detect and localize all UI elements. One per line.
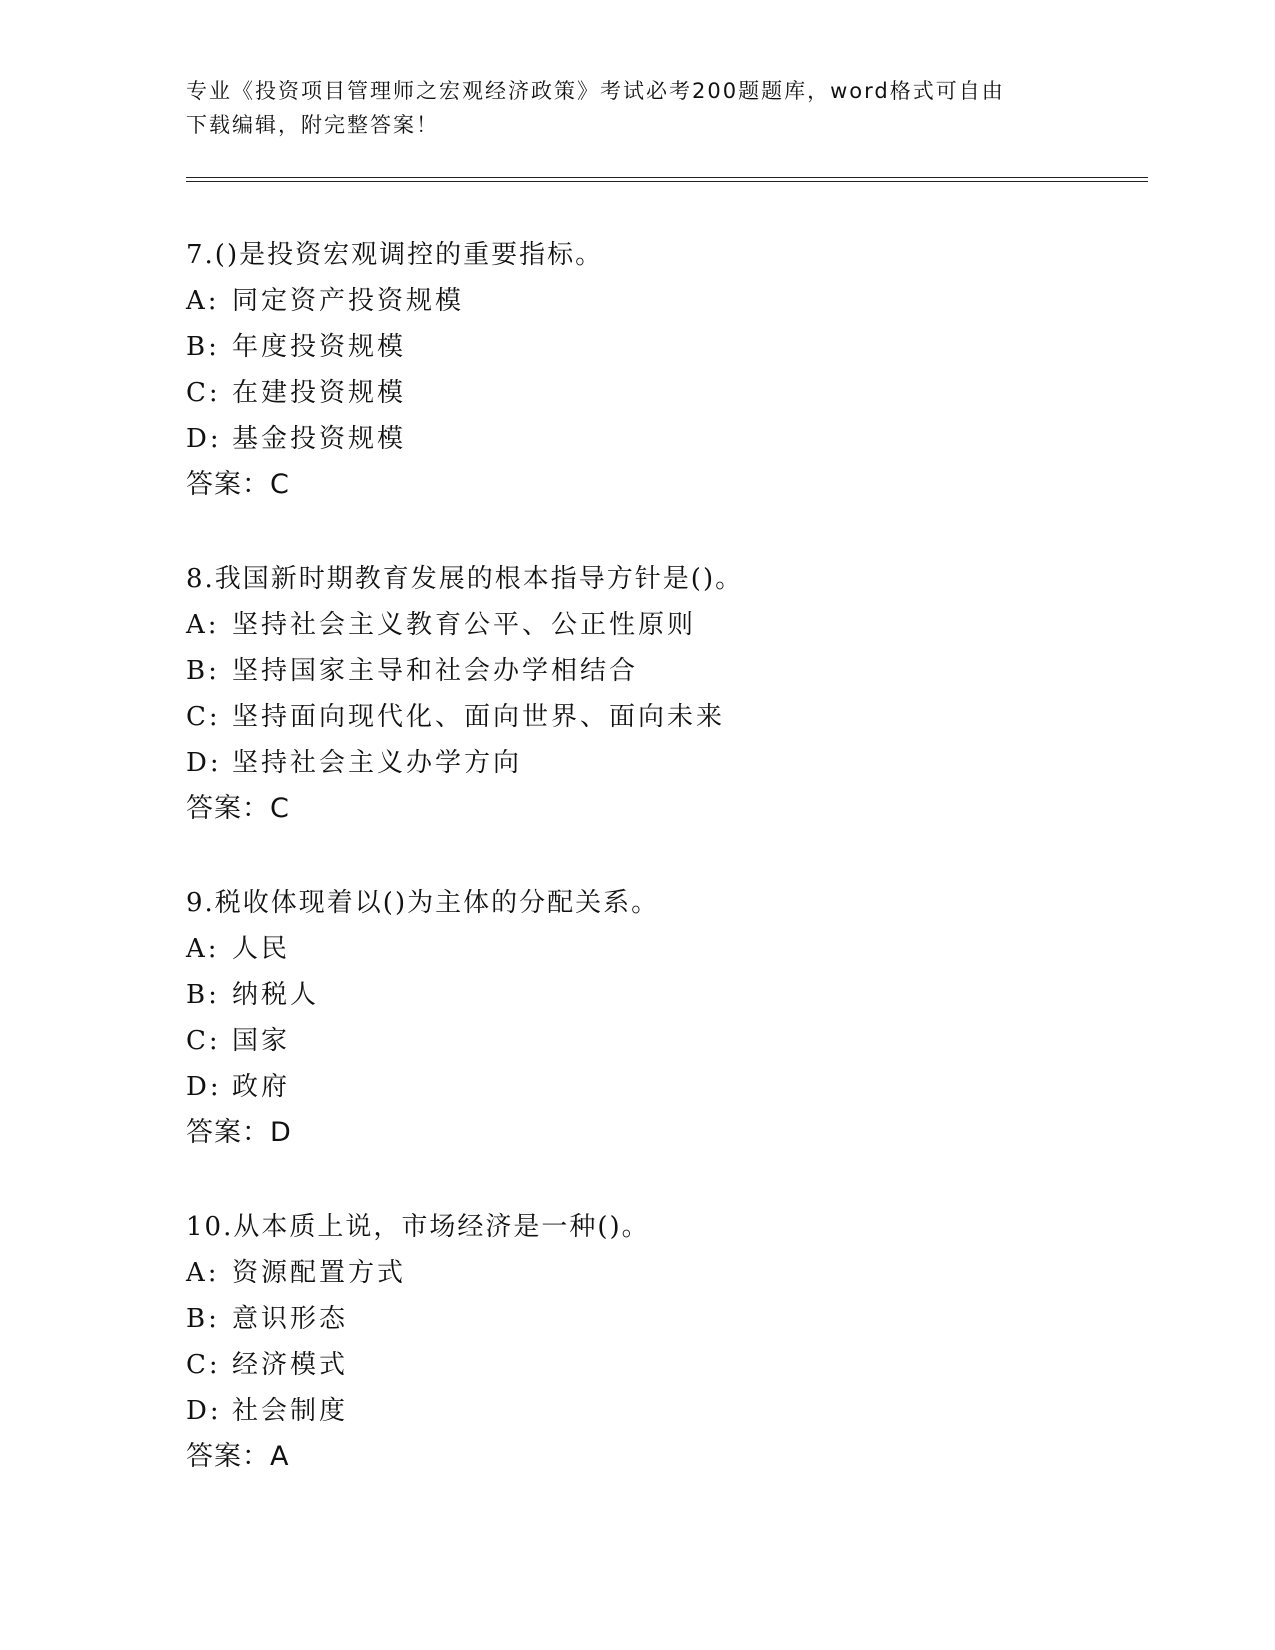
option-letter: B: (186, 656, 220, 686)
option-text: 同定资产投资规模 (232, 286, 465, 316)
option-c (186, 1018, 1186, 1064)
option-d (186, 416, 1186, 462)
option-text: 资源配置方式 (232, 1258, 407, 1288)
option-letter: D: (186, 1396, 222, 1426)
option-text: 国家 (232, 1026, 291, 1056)
option-text: 年度投资规模 (232, 332, 407, 362)
option-text: 坚持社会主义办学方向 (232, 748, 523, 778)
question-10 (186, 1204, 1186, 1480)
option-c (186, 1342, 1186, 1388)
header-divider (186, 177, 1148, 182)
question-8 (186, 556, 1186, 832)
option-d (186, 740, 1186, 786)
option-text: 在建投资规模 (232, 378, 407, 408)
option-letter: B: (186, 332, 220, 362)
answer-line: 答案：C (186, 793, 290, 824)
question-stem: 8.我国新时期教育发展的根本指导方针是()。 (186, 564, 744, 594)
option-a (186, 278, 1186, 324)
option-d (186, 1064, 1186, 1110)
option-a (186, 602, 1186, 648)
option-letter: C: (186, 1026, 221, 1056)
option-letter: C: (186, 1350, 221, 1380)
option-text: 经济模式 (232, 1350, 349, 1380)
option-letter: B: (186, 1304, 220, 1334)
question-7 (186, 232, 1186, 508)
option-a (186, 1250, 1186, 1296)
option-a (186, 926, 1186, 972)
option-letter: A: (186, 934, 220, 964)
option-text: 坚持社会主义教育公平、公正性原则 (232, 610, 697, 640)
header-line-2: 下载编辑，附完整答案！ (186, 113, 439, 137)
option-text: 政府 (232, 1072, 291, 1102)
option-d (186, 1388, 1186, 1434)
document-header (186, 74, 1066, 142)
option-text: 纳税人 (232, 980, 320, 1010)
option-letter: D: (186, 424, 222, 454)
question-stem: 10.从本质上说，市场经济是一种()。 (186, 1212, 650, 1242)
option-b (186, 648, 1186, 694)
option-letter: D: (186, 1072, 222, 1102)
option-b (186, 324, 1186, 370)
option-text: 意识形态 (232, 1304, 349, 1334)
option-text: 社会制度 (232, 1396, 349, 1426)
option-letter: A: (186, 286, 220, 316)
option-letter: D: (186, 748, 222, 778)
question-stem: 9.税收体现着以()为主体的分配关系。 (186, 888, 660, 918)
header-line-1: 专业《投资项目管理师之宏观经济政策》考试必考200题题库，word格式可自由 (186, 79, 1005, 103)
option-letter: A: (186, 610, 220, 640)
question-9 (186, 880, 1186, 1156)
option-letter: B: (186, 980, 220, 1010)
answer-line: 答案：D (186, 1117, 292, 1148)
question-stem: 7.()是投资宏观调控的重要指标。 (186, 240, 604, 270)
option-letter: A: (186, 1258, 220, 1288)
option-b (186, 1296, 1186, 1342)
option-text: 人民 (232, 934, 291, 964)
option-letter: C: (186, 378, 221, 408)
option-text: 基金投资规模 (232, 424, 407, 454)
option-c (186, 370, 1186, 416)
option-b (186, 972, 1186, 1018)
option-text: 坚持国家主导和社会办学相结合 (232, 656, 639, 686)
answer-line: 答案：C (186, 469, 290, 500)
answer-line: 答案：A (186, 1441, 290, 1472)
option-text: 坚持面向现代化、面向世界、面向未来 (232, 702, 726, 732)
question-list (186, 232, 1186, 1528)
option-c (186, 694, 1186, 740)
option-letter: C: (186, 702, 221, 732)
